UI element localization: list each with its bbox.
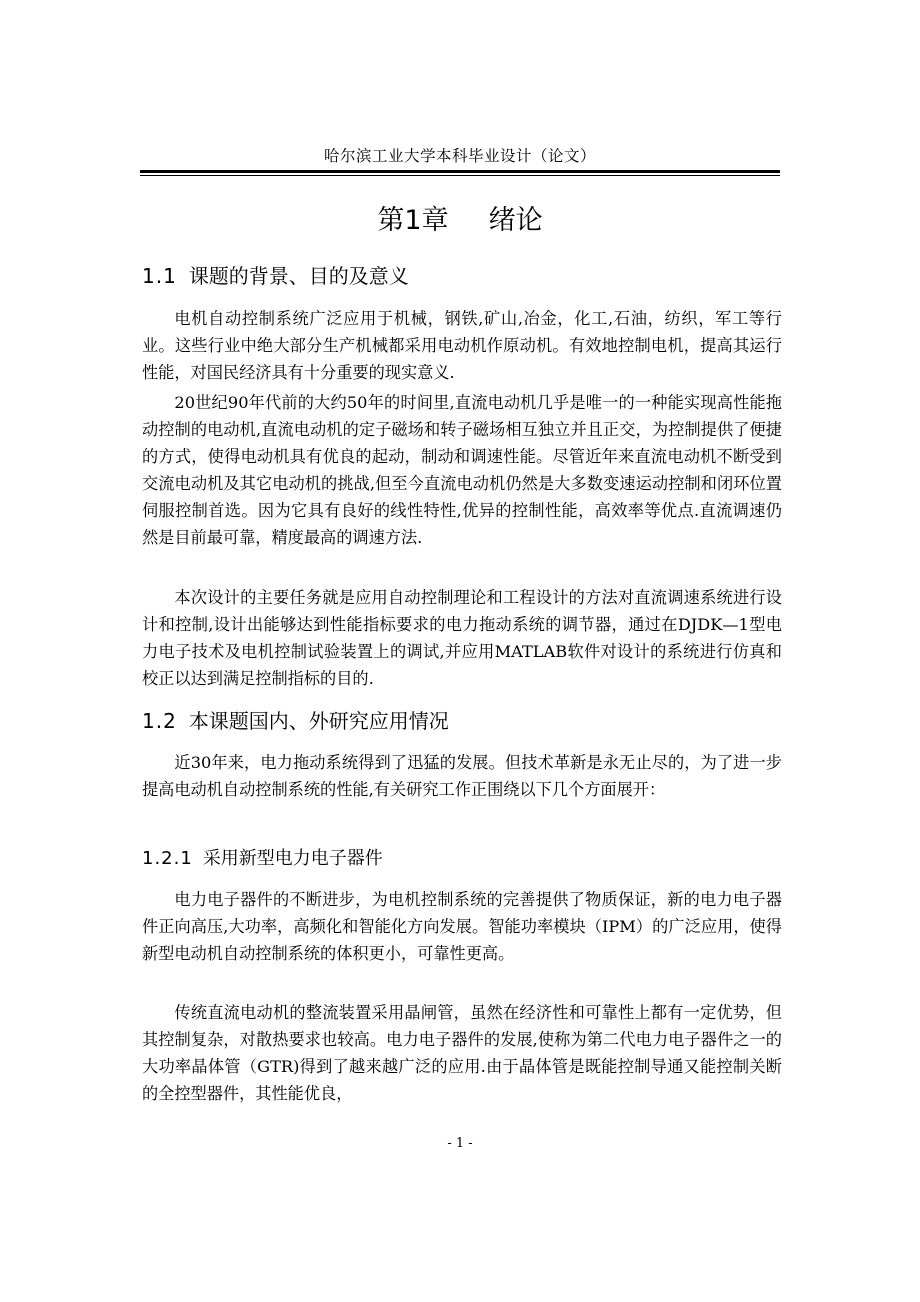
page-number: - 1 - <box>447 1136 473 1151</box>
paragraph: 近30年来，电力拖动系统得到了迅猛的发展。但技术革新是永无止尽的，为了进一步提高电动机自动控制系统的性能,有关研究工作正围绕以下几个方面展开： <box>142 753 782 799</box>
paragraph: 传统直流电动机的整流装置采用晶闸管，虽然在经济性和可靠性上都有一定优势，但其控制复杂，对散热要求也较高。电力电子器件的发展,使称为第二代电力电子器件之一的大功率晶体管（GTR)得到了越来越广泛的应用.由于晶体管是既能控制导通又能控制关断的全控型器件，其性能优良， <box>142 1003 782 1103</box>
header-rule-thin <box>140 175 780 176</box>
paragraph: 本次设计的主要任务就是应用自动控制理论和工程设计的方法对直流调速系统进行设计和控制,设计出能够达到性能指标要求的电力拖动系统的调节器，通过在DJDK—1型电力电子技术及电机控制试验装置上的调试,并应用MATLAB软件对设计的系统进行仿真和校正以达到满足控制指标的目的. <box>142 588 782 688</box>
chapter-title <box>140 202 780 240</box>
chapter-number: 第1章 <box>377 205 449 236</box>
header-rule-thick <box>140 170 780 173</box>
section-number: 1.1 <box>142 264 177 288</box>
subsection-title: 采用新型电力电子器件 <box>202 848 383 869</box>
paragraph: 20世纪90年代前的大约50年的时间里,直流电动机几乎是唯一的一种能实现高性能拖动控制的电动机,直流电动机的定子磁场和转子磁场相互独立并且正交，为控制提供了便捷的方式，使得电动机具有优良的起动，制动和调速性能。尽管近年来直流电动机不断受到交流电动机及其它电动机的挑战,但至今直流电动机仍然是大多数变速运动控制和闭环位置伺服控制首选。因为它具有良好的线性特性,优异的控制性能，高效率等优点.直流调速仍然是目前最可靠，精度最高的调速方法. <box>142 393 782 547</box>
subsection-heading-1-2-1 <box>142 846 383 872</box>
section-title: 本课题国内、外研究应用情况 <box>188 709 449 733</box>
section-number: 1.2 <box>142 709 177 733</box>
running-header: 哈尔滨工业大学本科毕业设计（论文） <box>323 147 596 165</box>
chapter-name: 绪论 <box>488 205 543 236</box>
section-title: 课题的背景、目的及意义 <box>188 264 409 288</box>
subsection-number: 1.2.1 <box>142 848 193 869</box>
section-heading-1-2 <box>142 707 449 735</box>
section-heading-1-1 <box>142 262 409 290</box>
paragraph: 电机自动控制系统广泛应用于机械，钢铁,矿山,冶金，化工,石油，纺织，军工等行业。这些行业中绝大部分生产机械都采用电动机作原动机。有效地控制电机，提高其运行性能，对国民经济具有十分重要的现实意义. <box>142 309 782 382</box>
paragraph: 电力电子器件的不断进步，为电机控制系统的完善提供了物质保证，新的电力电子器件正向高压,大功率，高频化和智能化方向发展。智能功率模块（IPM）的广泛应用，使得新型电动机自动控制系统的体积更小，可靠性更高。 <box>142 890 782 963</box>
